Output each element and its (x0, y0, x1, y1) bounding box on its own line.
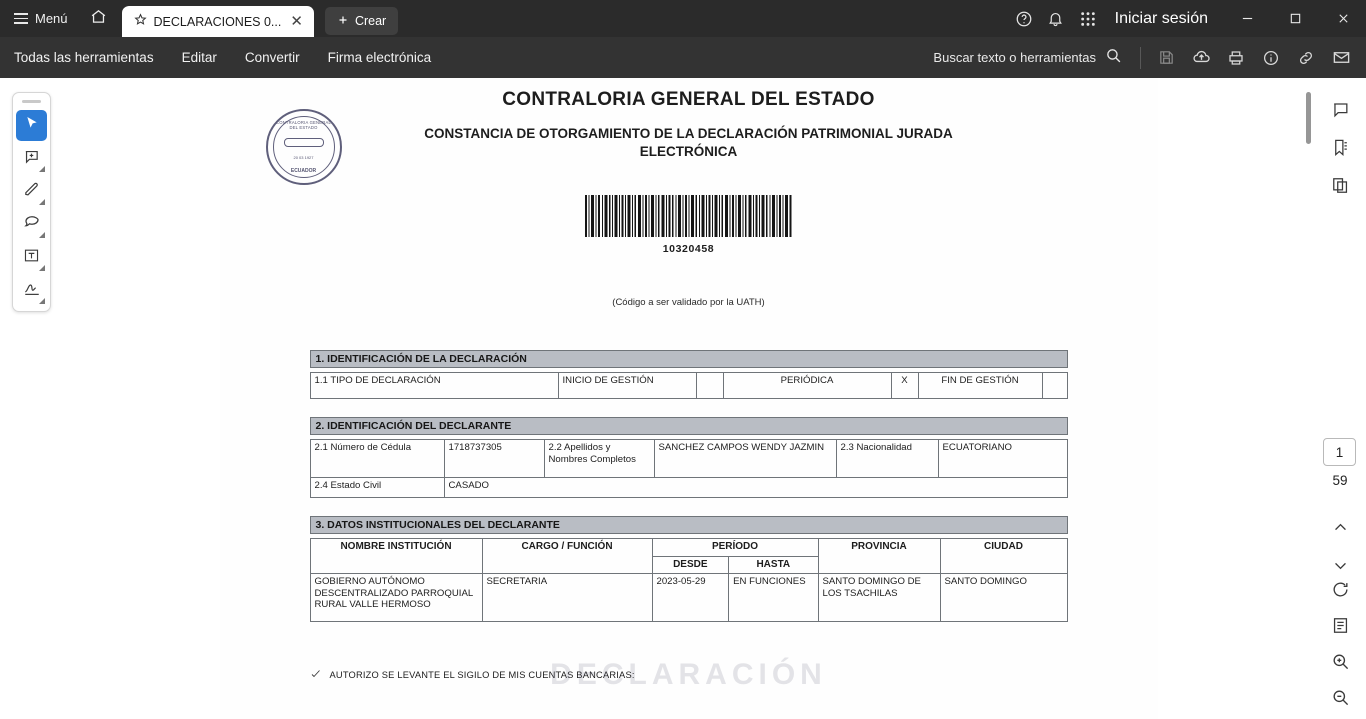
nombres-value: SANCHEZ CAMPOS WENDY JAZMIN (654, 440, 836, 478)
document-content (220, 89, 1158, 691)
chevron-down-icon (39, 298, 45, 304)
cell-hasta: EN FUNCIONES (729, 573, 818, 621)
institution-seal-icon (266, 109, 342, 185)
chevron-down-icon (39, 166, 45, 172)
chevron-down-icon (39, 199, 45, 205)
page-number-input[interactable]: 1 (1323, 438, 1356, 466)
document-title: CONTRALORIA GENERAL DEL ESTADO (502, 89, 875, 110)
drag-handle[interactable] (22, 100, 41, 103)
minimize-button[interactable] (1224, 0, 1270, 37)
page-total-label: 59 (1332, 473, 1348, 488)
zoom-out-icon[interactable] (1323, 679, 1357, 715)
periodica-label: PERIÓDICA (723, 373, 891, 399)
section-1-table (310, 372, 1068, 399)
close-icon[interactable]: ✕ (290, 13, 303, 30)
seal-inner (273, 116, 335, 178)
rotate-icon[interactable] (1323, 571, 1357, 607)
checkbox-pen-icon (310, 668, 322, 682)
cedula-label: 2.1 Número de Cédula (310, 440, 444, 478)
tool-highlight-pen[interactable] (16, 176, 47, 207)
sign-in-button[interactable]: Iniciar sesión (1114, 9, 1208, 27)
toolbar-right-group (933, 37, 1358, 78)
section-3-table (310, 538, 1068, 621)
document-tab[interactable] (122, 6, 314, 37)
previous-page-button[interactable] (1323, 508, 1357, 546)
chevron-down-icon (39, 232, 45, 238)
estado-civil-label: 2.4 Estado Civil (310, 478, 444, 498)
mail-icon[interactable] (1324, 37, 1358, 78)
chevron-down-icon (39, 265, 45, 271)
code-validation-note: (Código a ser validado por la UATH) (612, 297, 765, 309)
add-comment-icon (23, 148, 40, 170)
tool-edit[interactable]: Editar (181, 50, 217, 65)
scrollbar-thumb[interactable] (1306, 92, 1311, 144)
zoom-in-icon[interactable] (1323, 643, 1357, 679)
page-fit-icon[interactable] (1323, 607, 1357, 643)
info-circle-icon[interactable] (1254, 37, 1288, 78)
print-icon[interactable] (1219, 37, 1253, 78)
hamburger-icon (14, 13, 28, 24)
toolbar-divider (1140, 47, 1141, 69)
plus-icon (337, 14, 349, 29)
table-row (310, 373, 1067, 399)
tool-convert[interactable]: Convertir (244, 50, 300, 65)
save-icon[interactable] (1149, 37, 1183, 78)
document-subtitle: CONSTANCIA DE OTORGAMIENTO DE LA DECLARACIÓN PATRIMONIAL JURADA ELECTRÓNICA (424, 126, 953, 160)
search-placeholder: Buscar texto o herramientas (933, 50, 1096, 65)
tool-add-comment[interactable] (16, 143, 47, 174)
th-institucion: NOMBRE INSTITUCIÓN (310, 539, 482, 573)
tool-esign[interactable]: Firma electrónica (327, 50, 432, 65)
tool-all-tools[interactable]: Todas las herramientas (14, 50, 154, 65)
vertical-scrollbar[interactable] (1303, 78, 1314, 719)
table-header-row (310, 539, 1067, 556)
add-text-icon (23, 247, 40, 269)
cell-desde: 2023-05-29 (652, 573, 729, 621)
menu-button[interactable] (0, 0, 80, 37)
page-watermark: DECLARACIÓN (550, 657, 827, 691)
cell-provincia: SANTO DOMINGO DE LOS TSACHILAS (818, 573, 940, 621)
periodica-mark[interactable]: X (891, 373, 918, 399)
link-icon[interactable] (1289, 37, 1323, 78)
barcode-block (585, 195, 793, 255)
bell-icon[interactable] (1041, 0, 1071, 37)
tool-draw-lasso[interactable] (16, 209, 47, 240)
th-ciudad: CIUDAD (940, 539, 1067, 573)
comment-panel-icon[interactable] (1323, 90, 1357, 128)
document-viewer[interactable] (63, 78, 1314, 719)
table-row (310, 440, 1067, 478)
maximize-button[interactable] (1272, 0, 1318, 37)
workspace (0, 78, 1366, 719)
seal-emblem (284, 138, 324, 147)
tool-panel (12, 92, 51, 312)
tool-select-cursor[interactable] (16, 110, 47, 141)
search-input[interactable] (933, 47, 1122, 69)
star-icon (134, 13, 147, 31)
apps-grid-icon[interactable] (1073, 0, 1103, 37)
window-close-button[interactable] (1320, 0, 1366, 37)
authorization-text: AUTORIZO SE LEVANTE EL SIGILO DE MIS CUENTAS BANCARIAS: (329, 669, 635, 680)
menu-label: Menú (35, 11, 68, 26)
estado-civil-value: CASADO (444, 478, 1067, 498)
left-tool-rail (0, 78, 63, 719)
tool-signature[interactable] (16, 275, 47, 306)
nombres-label: 2.2 Apellidos y Nombres Completos (544, 440, 654, 478)
tipo-declaracion-label: 1.1 TIPO DE DECLARACIÓN (310, 373, 558, 399)
nacionalidad-label: 2.3 Nacionalidad (836, 440, 938, 478)
nacionalidad-value: ECUATORIANO (938, 440, 1067, 478)
signature-icon (23, 279, 41, 302)
th-provincia: PROVINCIA (818, 539, 940, 573)
barcode-image (585, 195, 793, 237)
inicio-gestion-label: INICIO DE GESTIÓN (558, 373, 696, 399)
section-1-header: 1. IDENTIFICACIÓN DE LA DECLARACIÓN (310, 350, 1068, 368)
pdf-page (220, 78, 1158, 719)
select-cursor-icon (24, 115, 40, 136)
home-icon (90, 8, 107, 30)
section-2-table (310, 439, 1068, 498)
seal-top-text: CONTRALORIA GENERAL DEL ESTADO (276, 120, 331, 131)
th-hasta: HASTA (729, 556, 818, 573)
table-row (310, 573, 1067, 621)
title-bar (0, 0, 1366, 37)
highlight-pen-icon (23, 181, 40, 203)
main-toolbar (0, 37, 1366, 78)
th-cargo: CARGO / FUNCIÓN (482, 539, 652, 573)
cell-cargo: SECRETARIA (482, 573, 652, 621)
cell-ciudad: SANTO DOMINGO (940, 573, 1067, 621)
seal-bottom-text: ECUADOR (290, 167, 317, 174)
seal-mid-text: 20 03 1927 (293, 155, 314, 160)
search-icon[interactable] (1105, 47, 1122, 69)
cell-institucion: GOBIERNO AUTÓNOMO DESCENTRALIZADO PARROQUIAL RURAL VALLE HERMOSO (310, 573, 482, 621)
cloud-upload-icon[interactable] (1184, 37, 1218, 78)
create-button[interactable] (325, 7, 398, 35)
tab-title: DECLARACIONES 0... (153, 14, 282, 29)
bookmark-icon[interactable] (1323, 128, 1357, 166)
table-row (310, 478, 1067, 498)
create-label: Crear (354, 14, 387, 28)
titlebar-right-group (1009, 0, 1366, 37)
barcode-number: 10320458 (662, 243, 715, 256)
fin-gestion-label: FIN DE GESTIÓN (918, 373, 1042, 399)
cedula-value: 1718737305 (444, 440, 544, 478)
home-button[interactable] (80, 0, 118, 37)
section-3-header: 3. DATOS INSTITUCIONALES DEL DECLARANTE (310, 516, 1068, 534)
th-desde: DESDE (652, 556, 729, 573)
fin-gestion-mark[interactable] (1042, 373, 1067, 399)
section-2-header: 2. IDENTIFICACIÓN DEL DECLARANTE (310, 417, 1068, 435)
inicio-gestion-mark[interactable] (696, 373, 723, 399)
pages-thumbnail-icon[interactable] (1323, 166, 1357, 204)
right-tool-rail (1314, 78, 1366, 719)
help-circle-icon[interactable] (1009, 0, 1039, 37)
th-periodo: PERÍODO (652, 539, 818, 556)
tool-add-text[interactable] (16, 242, 47, 273)
draw-lasso-icon (23, 213, 41, 236)
viewer-controls-group (1314, 571, 1366, 715)
